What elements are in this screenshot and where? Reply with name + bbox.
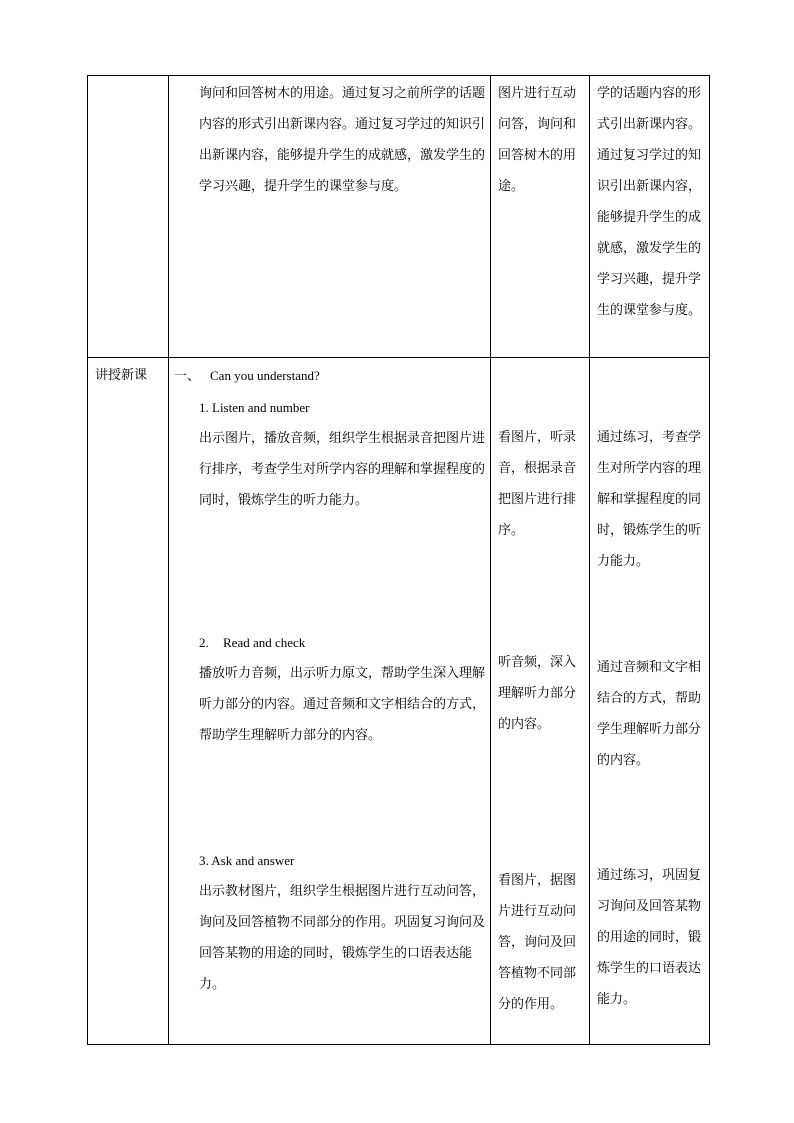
stage-label — [88, 76, 168, 78]
design-purpose-cell — [590, 358, 710, 1045]
subsection-title-2 — [169, 627, 490, 658]
section-title: Can you understand? — [210, 368, 320, 383]
teacher-text-3: 出示教材图片，组织学生根据图片进行互动问答，询问及回答植物不同部分的作用。巩固复习询问及回答某物的用途的同时，锻炼学生的口语表达能力。 — [199, 884, 486, 992]
section-number: 一、 — [174, 369, 201, 384]
teacher-text-2: 播放听力音频，出示听力原文，帮助学生深入理解听力部分的内容。通过音频和文字相结合的方式，帮助学生理解听力部分的内容。 — [199, 666, 486, 743]
teacher-activity-text: 询问和回答树木的用途。通过复习之前所学的话题内容的形式引出新课内容。通过复习学过的知识引出新课内容，能够提升学生的成就感，激发学生的学习兴趣，提升学生的课堂参与度。 — [199, 86, 486, 194]
purpose-text-1: 通过练习，考查学生对所学内容的理解和掌握程度的同时，锻炼学生的听力能力。 — [597, 430, 702, 569]
subsection-title-3: 3. Ask and answer — [199, 853, 295, 868]
stage-cell — [88, 358, 169, 1045]
stage-label: 讲授新课 — [95, 368, 148, 383]
subsection-label-2: Read and check — [223, 635, 306, 650]
table-row — [88, 358, 710, 1045]
subsection-number-2: 2. — [199, 635, 209, 650]
lesson-plan-table — [87, 75, 710, 1045]
purpose-text-2: 通过音频和文字相结合的方式，帮助学生理解听力部分的内容。 — [597, 660, 702, 768]
student-text-3: 看图片，据图片进行互动问答，询问及回答植物不同部分的作用。 — [498, 873, 577, 1012]
purpose-text-3: 通过练习，巩固复习询问及回答某物的用途的同时，锻炼学生的口语表达能力。 — [597, 868, 702, 1007]
student-activity-cell — [491, 358, 590, 1045]
subsection-title-1: 1. Listen and number — [199, 400, 310, 415]
table-row — [88, 76, 710, 358]
student-activity-text: 图片进行互动问答，询问和回答树木的用途。 — [498, 86, 577, 194]
stage-cell — [88, 76, 169, 358]
design-purpose-text: 学的话题内容的形式引出新课内容。通过复习学过的知识引出新课内容，能够提升学生的成就感，激发学生的学习兴趣，提升学生的课堂参与度。 — [597, 86, 702, 318]
student-text-2: 听音频，深入理解听力部分的内容。 — [498, 655, 577, 732]
design-purpose-cell — [590, 76, 710, 358]
student-activity-cell — [491, 76, 590, 358]
teacher-text-1: 出示图片，播放音频，组织学生根据录音把图片进行排序，考查学生对所学内容的理解和掌握程度的同时，锻炼学生的听力能力。 — [199, 431, 486, 508]
section-heading — [169, 358, 490, 392]
teacher-activity-cell — [169, 358, 491, 1045]
teacher-activity-cell — [169, 76, 491, 358]
student-text-1: 看图片，听录音，根据录音把图片进行排序。 — [498, 430, 577, 538]
